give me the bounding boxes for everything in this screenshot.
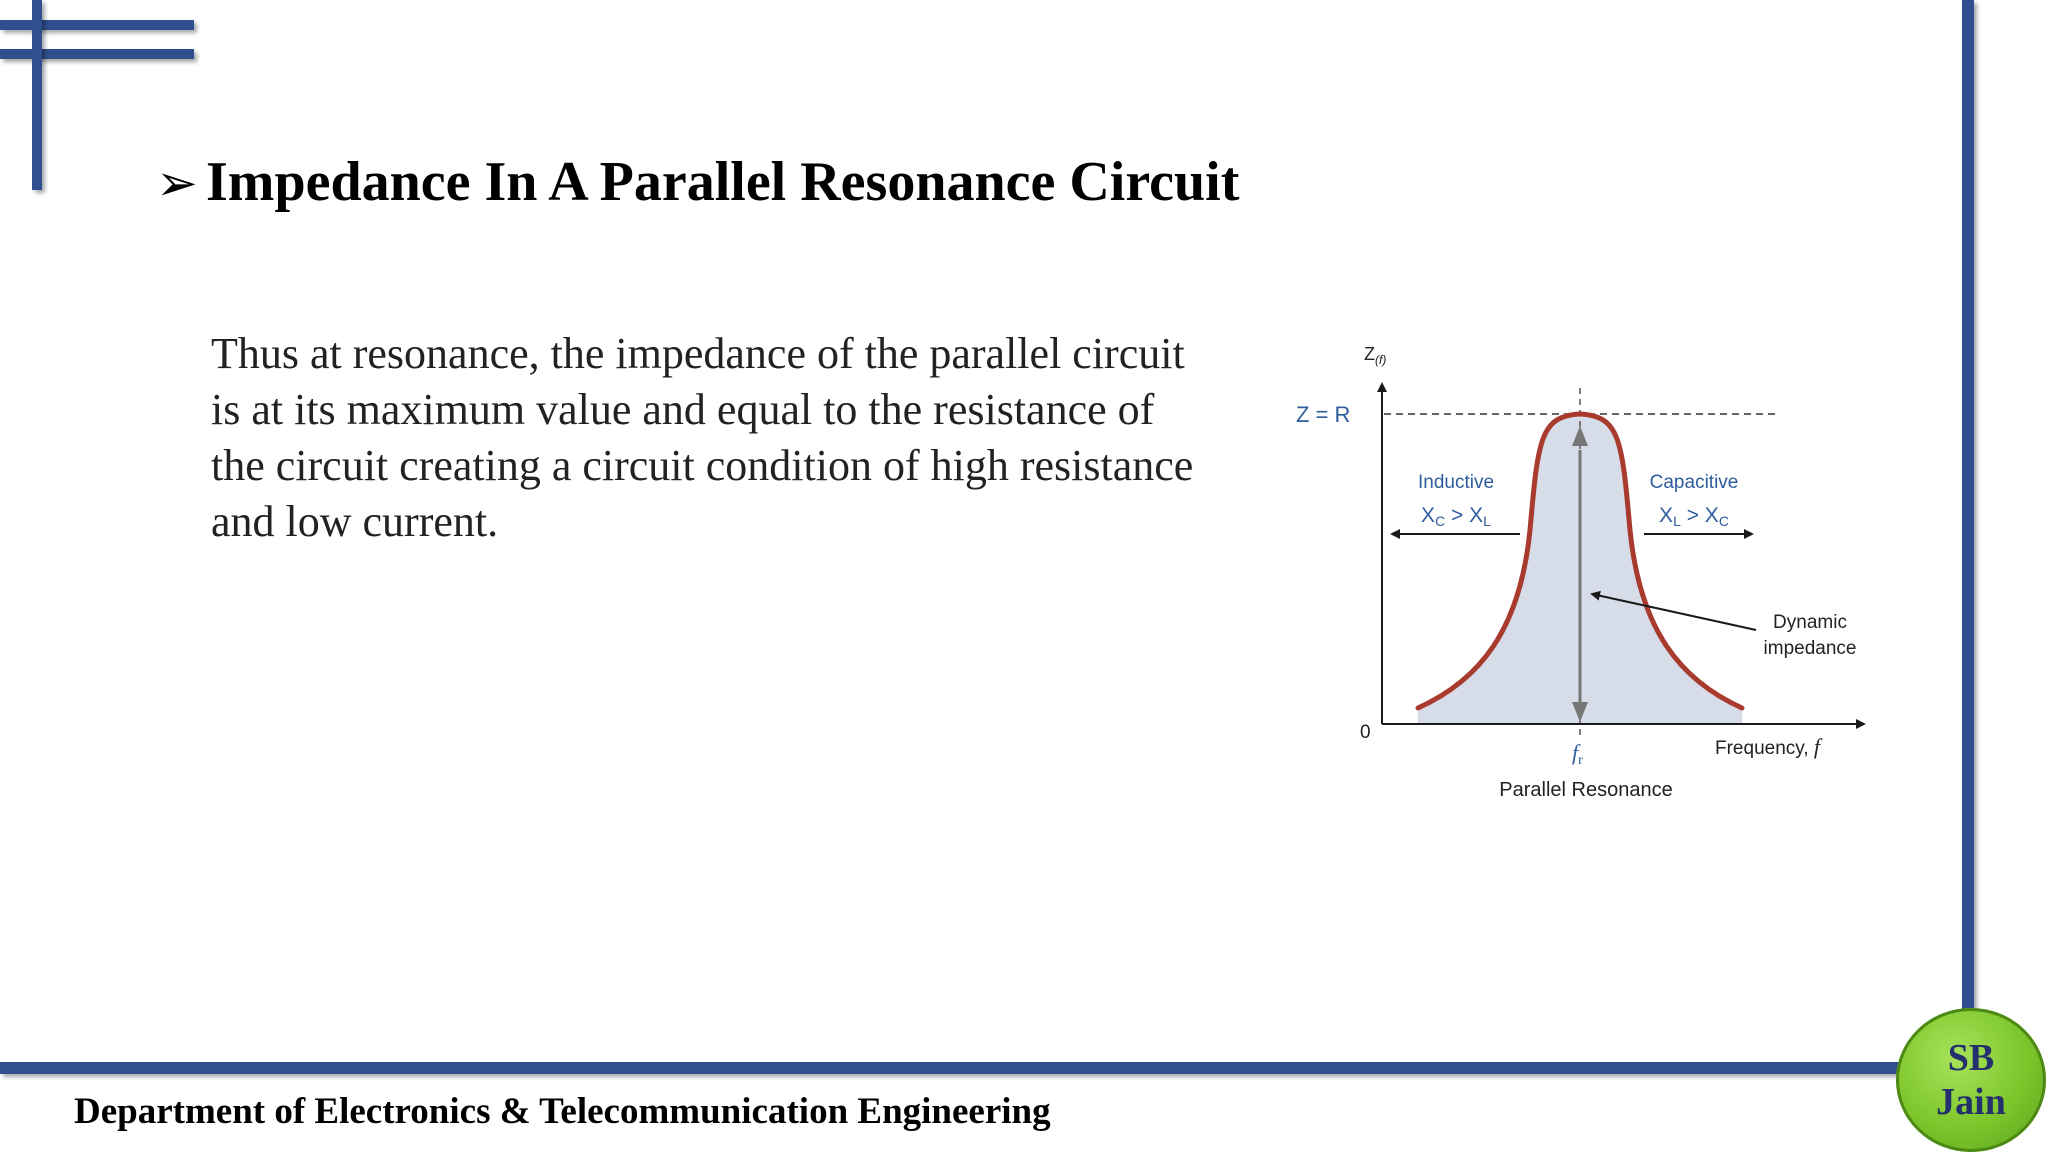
- capacitive-title: Capacitive: [1649, 472, 1739, 493]
- inductive-title: Inductive: [1417, 472, 1495, 493]
- x-axis-label: Frequency, f: [1715, 734, 1821, 759]
- slide-title-text: Impedance In A Parallel Resonance Circuit: [206, 151, 1240, 213]
- sb-jain-logo: [1896, 1008, 2046, 1152]
- capacitive-condition: XL > XC: [1659, 504, 1729, 529]
- origin-label: 0: [1360, 722, 1371, 743]
- parallel-resonance-diagram: [1280, 340, 1900, 820]
- resonance-curve-figure: [1280, 340, 1900, 820]
- decor-bar-horizontal-second: [0, 49, 194, 59]
- dynamic-label-line2: impedance: [1763, 638, 1857, 659]
- decor-bar-vertical: [32, 0, 42, 190]
- fr-label: fr: [1572, 740, 1583, 768]
- body-paragraph: Thus at resonance, the impedance of the parallel circuit is at its maximum value and equal to the resistance of the circuit creating a circuit condition of high resistance and low current.: [211, 329, 1194, 546]
- inductive-condition: XC > XL: [1421, 504, 1491, 529]
- decor-bar-horizontal-top: [0, 20, 194, 30]
- y-axis-label: $Z_{(f)}$: [1364, 344, 1387, 367]
- dynamic-label-line1: Dynamic: [1773, 612, 1847, 633]
- z-equals-r-label: Z = R: [1296, 402, 1351, 427]
- right-border-rail: [1962, 0, 1974, 1070]
- logo-line-1: SB: [1947, 1037, 1995, 1079]
- bottom-border-rail: [0, 1062, 1965, 1074]
- diagram-caption: Parallel Resonance: [1499, 779, 1673, 801]
- footer-department: Department of Electronics & Telecommunication Engineering: [74, 1091, 1051, 1132]
- logo-line-2: Jain: [1936, 1081, 2006, 1123]
- arrow-bullet-icon: ➢: [156, 154, 198, 212]
- slide-title: [156, 150, 1239, 214]
